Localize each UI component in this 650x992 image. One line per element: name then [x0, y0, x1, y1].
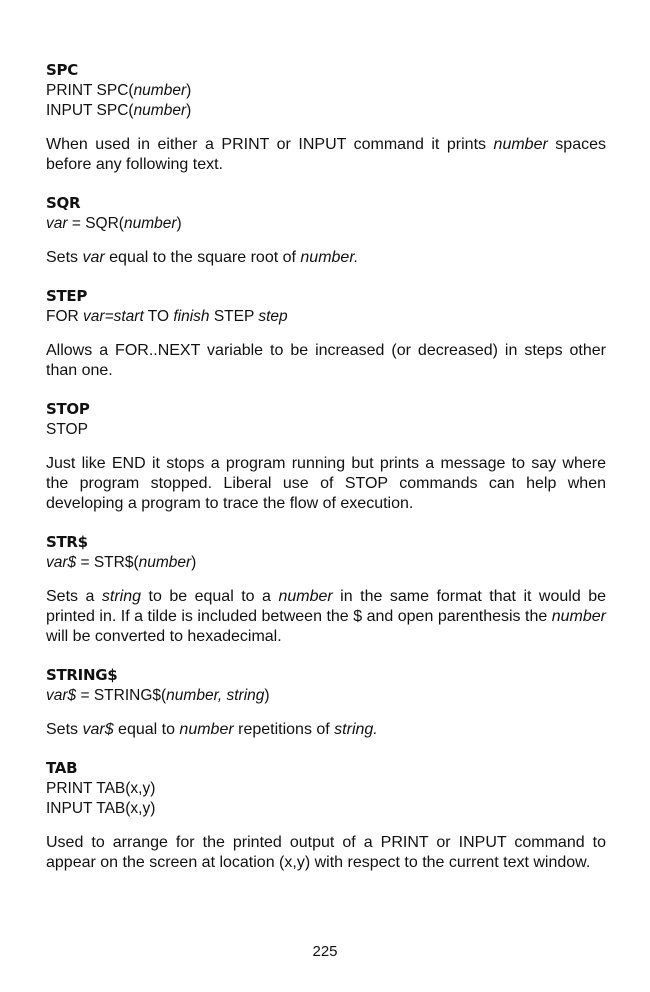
- entry-stop: [46, 399, 606, 514]
- syntax-parameter: var$: [46, 554, 77, 571]
- syntax-text: PRINT TAB(x,y): [46, 780, 156, 797]
- page-number: 225: [312, 943, 338, 960]
- syntax-text: INPUT TAB(x,y): [46, 800, 156, 817]
- description-emphasis: number: [493, 136, 548, 153]
- description-emphasis: number.: [300, 249, 359, 266]
- description-text: Allows a FOR..NEXT variable to be increased (or decreased) in steps other than one.: [46, 342, 606, 379]
- description-emphasis: var$: [82, 721, 114, 738]
- description: [46, 833, 606, 873]
- syntax-text: PRINT SPC(: [46, 82, 134, 99]
- syntax-text: = STRING$(: [76, 687, 167, 704]
- keyword-entries: [46, 60, 606, 873]
- syntax-text: ): [186, 102, 192, 119]
- keyword-heading: SQR: [46, 194, 81, 212]
- description-emphasis: number: [278, 588, 333, 605]
- description: [46, 720, 606, 740]
- syntax-parameter: var=start: [83, 308, 144, 325]
- entry-spc: [46, 60, 606, 175]
- entry-step: [46, 286, 606, 381]
- description-emphasis: string: [101, 588, 142, 605]
- entry-sqr: [46, 193, 606, 268]
- description-emphasis: var: [82, 249, 105, 266]
- syntax-text: = SQR(: [67, 215, 124, 232]
- description-text: Used to arrange for the printed output of a PRINT or INPUT command to appear on the screen at location (x,y) with respect to the current text window.: [46, 834, 606, 871]
- syntax-parameter: var: [46, 215, 68, 232]
- syntax-text: STEP: [209, 308, 259, 325]
- syntax-parameter: finish: [173, 308, 210, 325]
- description-text: spaces before any following text.: [46, 136, 607, 173]
- syntax-text: FOR: [46, 308, 84, 325]
- keyword-heading: STOP: [46, 400, 90, 418]
- syntax-text: STOP: [46, 421, 88, 438]
- description-text: Sets a: [46, 588, 102, 605]
- description-text: When used in either a PRINT or INPUT command it prints: [46, 136, 494, 153]
- description: [46, 587, 606, 647]
- entry-string-dollar: [46, 665, 606, 740]
- description-emphasis: string.: [334, 721, 378, 738]
- description: [46, 135, 606, 175]
- description-text: Sets: [46, 249, 83, 266]
- entry-tab: [46, 758, 606, 873]
- syntax-line: [46, 420, 606, 440]
- description-text: equal to: [113, 721, 180, 738]
- syntax-text: TO: [143, 308, 174, 325]
- keyword-heading: SPC: [46, 61, 78, 79]
- syntax-line: [46, 81, 606, 101]
- description-emphasis: number: [179, 721, 234, 738]
- entry-str-dollar: [46, 532, 606, 647]
- syntax-line: [46, 799, 606, 819]
- description-text: in the same format that it would be printed in. If a tilde is included between the $ and open parenthesis the: [46, 588, 607, 625]
- syntax-parameter: number: [133, 82, 187, 99]
- manual-page: [46, 60, 606, 891]
- description: [46, 341, 606, 381]
- syntax-text: ): [264, 687, 270, 704]
- syntax-text: ): [176, 215, 182, 232]
- description-text: Just like END it stops a program running but prints a message to say where the program stopped. Liberal use of STOP commands can help when developing a program to trace the flow of execution.: [46, 455, 606, 512]
- syntax-text: = STR$(: [76, 554, 139, 571]
- syntax-parameter: var$: [46, 687, 77, 704]
- syntax-text: ): [191, 554, 197, 571]
- description-text: will be converted to hexadecimal.: [46, 628, 282, 645]
- keyword-heading: STR$: [46, 533, 88, 551]
- keyword-heading: STRING$: [46, 666, 118, 684]
- syntax-parameter: step: [258, 308, 288, 325]
- syntax-line: [46, 101, 606, 121]
- description: [46, 248, 606, 268]
- syntax-parameter: number, string: [166, 687, 265, 704]
- syntax-parameter: number: [123, 215, 177, 232]
- syntax-line: [46, 214, 606, 234]
- description-text: to be equal to a: [141, 588, 279, 605]
- syntax-text: ): [186, 82, 192, 99]
- syntax-line: [46, 307, 606, 327]
- description-text: repetitions of: [233, 721, 335, 738]
- syntax-line: [46, 553, 606, 573]
- description-text: equal to the square root of: [104, 249, 301, 266]
- syntax-text: INPUT SPC(: [46, 102, 134, 119]
- syntax-parameter: number: [133, 102, 187, 119]
- description-text: Sets: [46, 721, 83, 738]
- description-emphasis: number: [551, 608, 606, 625]
- syntax-parameter: number: [138, 554, 192, 571]
- syntax-line: [46, 779, 606, 799]
- description: [46, 454, 606, 514]
- keyword-heading: TAB: [46, 759, 78, 777]
- syntax-line: [46, 686, 606, 706]
- keyword-heading: STEP: [46, 287, 88, 305]
